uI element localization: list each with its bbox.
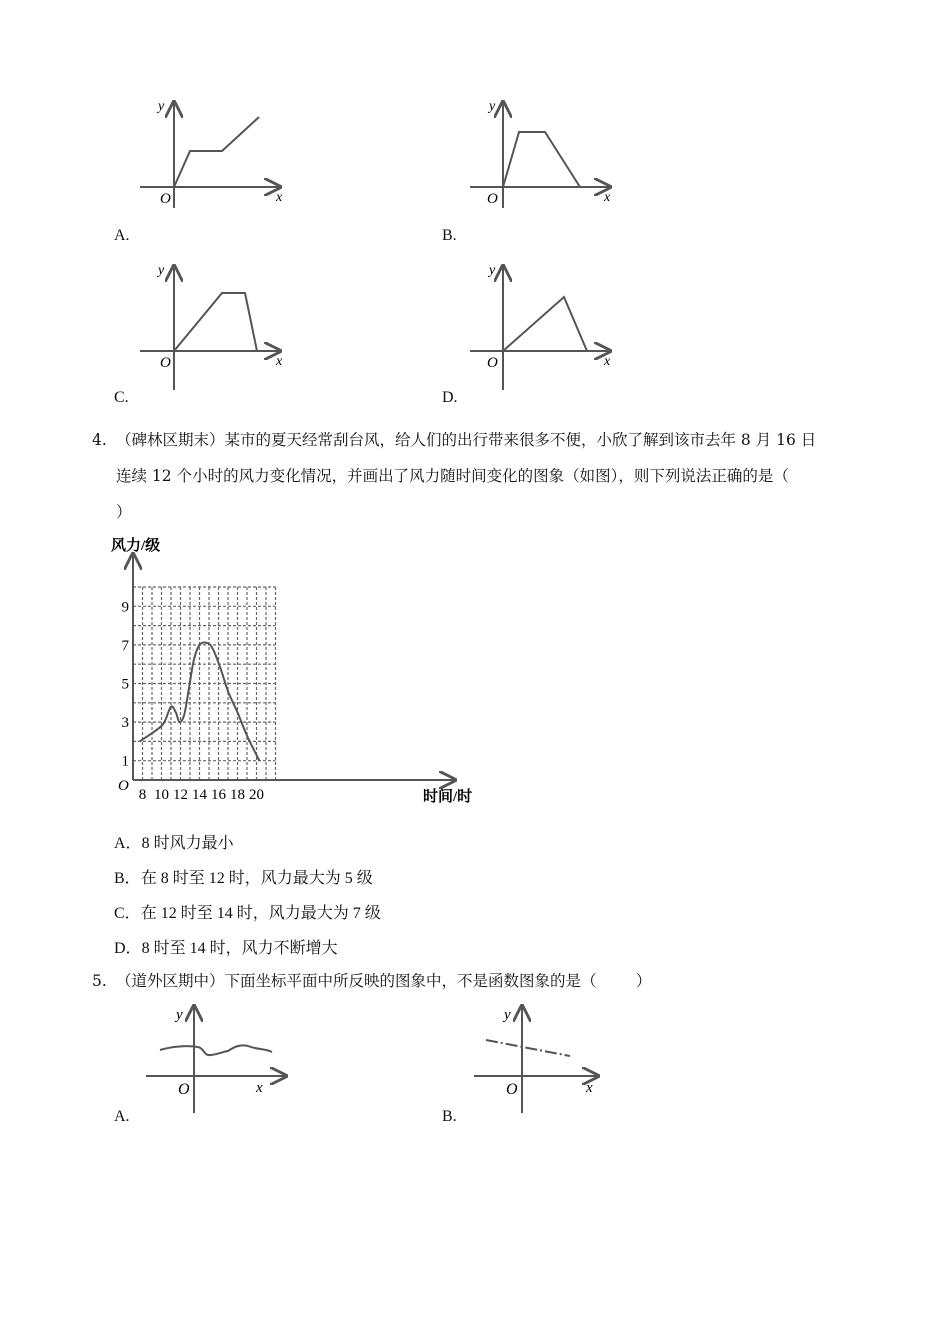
q3-option-c-label: C. <box>114 389 129 406</box>
q3-graph-d <box>460 254 630 394</box>
q3-graph-c <box>130 254 300 394</box>
q4-text-line1: （碑林区期末）某市的夏天经常刮台风，给人们的出行带来很多不便，小欣了解到该市去年 8 月 16 日 <box>116 431 817 449</box>
q4-text-line2: 连续 12 个小时的风力变化情况，并画出了风力随时间变化的图象（如图），则下列说法正确的是（ <box>116 467 789 485</box>
q5-graph-a-curve <box>160 1045 272 1055</box>
q5-graph-a <box>140 1000 300 1118</box>
graph-a-line <box>174 117 259 187</box>
wind-chart <box>105 530 485 815</box>
graph-d-origin: O <box>487 355 498 371</box>
y-tick-label: 7 <box>121 637 129 654</box>
graph-d-y-label: y <box>489 263 496 278</box>
graph-d-x-label: x <box>604 354 611 369</box>
q4-option-a <box>114 830 234 853</box>
q3-option-b-label: B. <box>442 227 457 244</box>
x-tick-label: 18 <box>230 787 245 803</box>
q5-text: （道外区期中）下面坐标平面中所反映的图象中，不是函数图象的是（ ） <box>116 972 652 990</box>
q4-option-d-label: D． <box>114 940 142 957</box>
graph-b-y-label: y <box>489 99 496 114</box>
q4-option-c <box>114 900 381 923</box>
x-tick-label: 14 <box>192 787 207 803</box>
chart-ylabel: 风力/级 <box>111 538 161 554</box>
x-tick-label: 20 <box>249 787 264 803</box>
graph-c-origin: O <box>160 355 171 371</box>
graph-b-line <box>503 132 580 187</box>
x-tick-label: 12 <box>173 787 188 803</box>
q5-number: 5. <box>92 972 107 990</box>
q4-option-d <box>114 935 338 958</box>
graph-d-line <box>503 297 587 351</box>
q5-graph-b-dashed-line <box>486 1040 570 1056</box>
graph-c-y-label: y <box>158 263 165 278</box>
graph-b-x-label: x <box>604 190 611 205</box>
y-tick-label: 3 <box>121 715 129 732</box>
q4-option-d-text: 8 时至 14 时，风力不断增大 <box>141 940 338 957</box>
q5-graph-b-y-label: y <box>504 1007 511 1023</box>
graph-c-line <box>174 293 257 351</box>
q4-option-c-text: 在 12 时至 14 时，风力最大为 7 级 <box>140 905 381 922</box>
q3-graph-b <box>460 90 630 210</box>
y-tick-label: 9 <box>121 599 129 616</box>
graph-a-x-label: x <box>276 190 283 205</box>
chart-xlabel: 时间/时 <box>423 789 473 805</box>
q5-graph-b <box>468 1000 628 1118</box>
q5-graph-b-origin: O <box>506 1081 518 1098</box>
q5-option-b-label: B. <box>442 1108 457 1125</box>
q5-graph-a-origin: O <box>178 1081 190 1098</box>
q4-number: 4. <box>92 431 107 449</box>
q5-graph-a-y-label: y <box>176 1007 183 1023</box>
graph-a-origin: O <box>160 191 171 207</box>
q4-option-c-label: C． <box>114 905 141 922</box>
q4-option-a-text: 8 时风力最小 <box>141 835 234 852</box>
q4-text-line3: ） <box>116 503 132 521</box>
x-tick-label: 8 <box>138 787 147 803</box>
q5-graph-b-x-label: x <box>586 1080 593 1096</box>
y-tick-label: 5 <box>121 676 129 693</box>
graph-c-x-label: x <box>276 354 283 369</box>
q3-option-d-label: D. <box>442 389 458 406</box>
q3-graph-a <box>130 90 300 210</box>
q4-option-b <box>114 865 373 888</box>
y-tick-label: 1 <box>121 753 129 770</box>
chart-origin: O <box>118 778 129 794</box>
q3-option-a-label: A. <box>114 227 130 244</box>
q4-option-a-label: A． <box>114 835 142 852</box>
q4-option-b-label: B． <box>114 870 141 887</box>
x-tick-label: 10 <box>154 787 169 803</box>
q5-option-a-label: A. <box>114 1108 130 1125</box>
x-tick-label: 16 <box>211 787 226 803</box>
graph-a-y-label: y <box>158 99 165 114</box>
q4-option-b-text: 在 8 时至 12 时，风力最大为 5 级 <box>140 870 373 887</box>
graph-b-origin: O <box>487 191 498 207</box>
q5-graph-a-x-label: x <box>256 1080 263 1096</box>
